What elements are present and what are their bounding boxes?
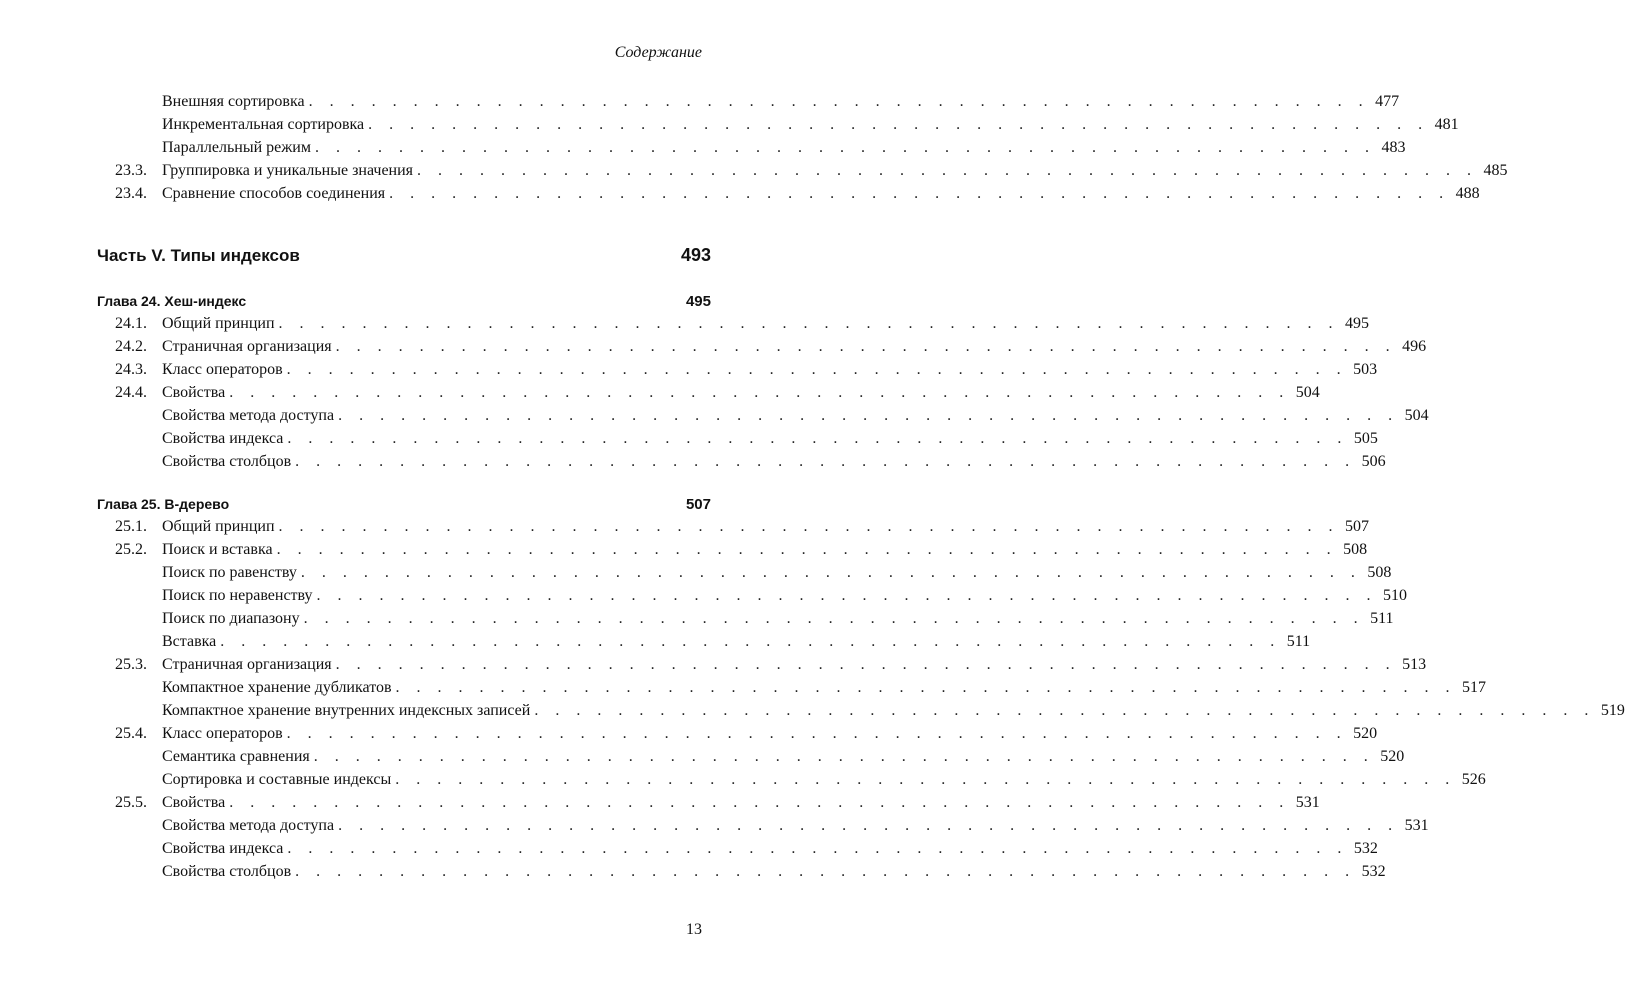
toc-entry[interactable] <box>97 539 1368 561</box>
dot-leader: . . . . . . . . . . . . . . . . . . . . . . . . . . . . . . . . . . . . . . . . . . . . . . . . . . . <box>395 679 1457 696</box>
entry-number: 25.1. <box>115 518 147 535</box>
entry-page: 508 <box>1367 564 1392 581</box>
toc-entry[interactable] <box>97 654 1427 676</box>
entry-title: Свойства индекса <box>162 428 287 450</box>
entry-number: 25.5. <box>115 794 147 811</box>
entry-page: 517 <box>1462 679 1487 696</box>
toc-entry[interactable] <box>97 585 1408 607</box>
part-heading[interactable] <box>97 245 711 271</box>
chapter-title: Глава 25. B-дерево <box>97 496 230 512</box>
dot-leader: . . . . . . . . . . . . . . . . . . . . . . . . . . . . . . . . . . . . . . . . . . . . . . . . . . . <box>368 116 1429 133</box>
entry-number: 24.4. <box>115 384 147 401</box>
dot-leader: . . . . . . . . . . . . . . . . . . . . . . . . . . . . . . . . . . . . . . . . . . . . . . . . . . . <box>338 407 1399 424</box>
toc-entry[interactable] <box>97 428 1378 450</box>
dot-leader: . . . . . . . . . . . . . . . . . . . . . . . . . . . . . . . . . . . . . . . . . . . . . . . . . . . <box>276 541 1338 558</box>
toc-entry[interactable] <box>97 336 1427 358</box>
entry-title: Поиск по диапазону <box>162 608 304 630</box>
toc-entry[interactable] <box>97 405 1429 427</box>
toc-entry[interactable] <box>97 313 1370 335</box>
entry-page: 508 <box>1343 541 1368 558</box>
entry-title: Компактное хранение внутренних индексных записей <box>162 700 534 722</box>
entry-title: Свойства метода доступа <box>162 815 338 837</box>
dot-leader: . . . . . . . . . . . . . . . . . . . . . . . . . . . . . . . . . . . . . . . . . . . . . . . . . . . <box>278 518 1340 535</box>
entry-title: Свойства столбцов <box>162 451 295 473</box>
toc-entry[interactable] <box>97 677 1487 699</box>
entry-title: Группировка и уникальные значения <box>162 160 417 182</box>
entry-page: 496 <box>1402 338 1427 355</box>
entry-number: 24.1. <box>115 315 147 332</box>
entry-number: 23.4. <box>115 185 147 202</box>
entry-page: 520 <box>1380 748 1405 765</box>
entry-page: 488 <box>1455 185 1480 202</box>
toc-entry[interactable] <box>97 516 1370 538</box>
entry-page: 520 <box>1353 725 1378 742</box>
dot-leader: . . . . . . . . . . . . . . . . . . . . . . . . . . . . . . . . . . . . . . . . . . . . . . . . . . . <box>287 840 1348 857</box>
entry-title: Страничная организация <box>162 654 336 676</box>
dot-leader: . . . . . . . . . . . . . . . . . . . . . . . . . . . . . . . . . . . . . . . . . . . . . . . . . . . <box>389 185 1450 202</box>
entry-title: Сортировка и составные индексы <box>162 769 395 791</box>
dot-leader: . . . . . . . . . . . . . . . . . . . . . . . . . . . . . . . . . . . . . . . . . . . . . . . . . . . <box>300 564 1362 581</box>
entry-page: 532 <box>1361 863 1386 880</box>
toc-entry[interactable] <box>97 815 1429 837</box>
toc-entry[interactable] <box>97 792 1320 814</box>
entry-title: Класс операторов <box>162 359 287 381</box>
dot-leader: . . . . . . . . . . . . . . . . . . . . . . . . . . . . . . . . . . . . . . . . . . . . . . . . . . . <box>395 771 1456 788</box>
entry-page: 519 <box>1600 702 1625 719</box>
dot-leader: . . . . . . . . . . . . . . . . . . . . . . . . . . . . . . . . . . . . . . . . . . . . . . . . . . . <box>287 430 1348 447</box>
dot-leader: . . . . . . . . . . . . . . . . . . . . . . . . . . . . . . . . . . . . . . . . . . . . . . . . . . . <box>303 610 1365 627</box>
toc-entry[interactable] <box>97 183 1480 205</box>
entry-title: Инкрементальная сортировка <box>162 114 368 136</box>
dot-leader: . . . . . . . . . . . . . . . . . . . . . . . . . . . . . . . . . . . . . . . . . . . . . . . . . . . <box>335 656 1397 673</box>
entry-page: 477 <box>1375 93 1400 110</box>
entry-title: Класс операторов <box>162 723 287 745</box>
entry-title: Страничная организация <box>162 336 336 358</box>
toc-entry[interactable] <box>97 746 1405 768</box>
toc-entry[interactable] <box>97 838 1378 860</box>
entry-title: Семантика сравнения <box>162 746 314 768</box>
chapter-page: 495 <box>685 293 711 310</box>
toc-entry[interactable] <box>97 861 1386 883</box>
running-head: Содержание <box>614 44 702 61</box>
entry-title: Поиск и вставка <box>162 539 277 561</box>
toc-entry[interactable] <box>97 723 1378 745</box>
entry-page: 507 <box>1345 518 1370 535</box>
chapter-title: Глава 24. Хеш-индекс <box>97 293 247 309</box>
dot-leader: . . . . . . . . . . . . . . . . . . . . . . . . . . . . . . . . . . . . . . . . . . . . . . . . . . . <box>335 338 1397 355</box>
dot-leader: . . . . . . . . . . . . . . . . . . . . . . . . . . . . . . . . . . . . . . . . . . . . . . . . . . . <box>534 702 1595 719</box>
entry-title: Сравнение способов соединения <box>162 183 389 205</box>
entry-page: 526 <box>1461 771 1486 788</box>
entry-number: 23.3. <box>115 162 147 179</box>
entry-title: Вставка <box>162 631 220 653</box>
dot-leader: . . . . . . . . . . . . . . . . . . . . . . . . . . . . . . . . . . . . . . . . . . . . . . . . . . . <box>314 139 1376 156</box>
toc-entry[interactable] <box>97 359 1378 381</box>
entry-page: 531 <box>1295 794 1320 811</box>
dot-leader: . . . . . . . . . . . . . . . . . . . . . . . . . . . . . . . . . . . . . . . . . . . . . . . . . . . <box>286 361 1348 378</box>
dot-leader: . . . . . . . . . . . . . . . . . . . . . . . . . . . . . . . . . . . . . . . . . . . . . . . . . . . <box>308 93 1370 110</box>
dot-leader: . . . . . . . . . . . . . . . . . . . . . . . . . . . . . . . . . . . . . . . . . . . . . . . . . . . <box>295 453 1356 470</box>
entry-title: Общий принцип <box>162 516 279 538</box>
toc-entry[interactable] <box>97 608 1394 630</box>
entry-title: Свойства индекса <box>162 838 287 860</box>
entry-page: 513 <box>1402 656 1427 673</box>
entry-page: 504 <box>1404 407 1429 424</box>
part-page: 493 <box>680 245 711 265</box>
entry-page: 481 <box>1434 116 1459 133</box>
entry-page: 495 <box>1345 315 1370 332</box>
entry-title: Параллельный режим <box>162 137 315 159</box>
entry-page: 504 <box>1295 384 1320 401</box>
dot-leader: . . . . . . . . . . . . . . . . . . . . . . . . . . . . . . . . . . . . . . . . . . . . . . . . . . . <box>295 863 1356 880</box>
page-number: 13 <box>686 921 702 938</box>
entry-title: Свойства <box>162 382 229 404</box>
entry-page: 531 <box>1404 817 1429 834</box>
toc-entry[interactable] <box>97 562 1392 584</box>
chapter-page: 507 <box>685 496 711 513</box>
entry-number: 24.3. <box>115 361 147 378</box>
entry-page: 503 <box>1353 361 1378 378</box>
entry-title: Общий принцип <box>162 313 279 335</box>
chapter-heading[interactable] <box>97 493 711 515</box>
part-title: Часть V. Типы индексов <box>97 246 300 265</box>
entry-page: 505 <box>1353 430 1378 447</box>
entry-title: Свойства метода доступа <box>162 405 338 427</box>
dot-leader: . . . . . . . . . . . . . . . . . . . . . . . . . . . . . . . . . . . . . . . . . . . . . . . . . . . <box>316 587 1378 604</box>
toc-entry[interactable] <box>97 700 1625 722</box>
dot-leader: . . . . . . . . . . . . . . . . . . . . . . . . . . . . . . . . . . . . . . . . . . . . . . . . . . . <box>286 725 1348 742</box>
toc-entry[interactable] <box>97 160 1508 182</box>
entry-title: Внешняя сортировка <box>162 91 309 113</box>
entry-title: Свойства столбцов <box>162 861 295 883</box>
table-of-contents <box>97 0 1625 1000</box>
entry-number: 25.3. <box>115 656 147 673</box>
toc-entry[interactable] <box>97 631 1311 653</box>
entry-page: 511 <box>1286 633 1311 650</box>
entry-number: 24.2. <box>115 338 147 355</box>
dot-leader: . . . . . . . . . . . . . . . . . . . . . . . . . . . . . . . . . . . . . . . . . . . . . . . . . . . <box>313 748 1375 765</box>
toc-entry[interactable] <box>97 769 1486 791</box>
entry-number: 25.2. <box>115 541 147 558</box>
entry-title: Поиск по неравенству <box>162 585 317 607</box>
toc-entry[interactable] <box>97 114 1459 136</box>
entry-title: Свойства <box>162 792 229 814</box>
toc-entry[interactable] <box>97 91 1400 113</box>
entry-title: Компактное хранение дубликатов <box>162 677 396 699</box>
dot-leader: . . . . . . . . . . . . . . . . . . . . . . . . . . . . . . . . . . . . . . . . . . . . . . . . . . . <box>417 162 1478 179</box>
toc-entry[interactable] <box>97 451 1386 473</box>
dot-leader: . . . . . . . . . . . . . . . . . . . . . . . . . . . . . . . . . . . . . . . . . . . . . . . . . . . <box>229 384 1290 401</box>
toc-entry[interactable] <box>97 382 1320 404</box>
dot-leader: . . . . . . . . . . . . . . . . . . . . . . . . . . . . . . . . . . . . . . . . . . . . . . . . . . . <box>229 794 1290 811</box>
entry-page: 506 <box>1361 453 1386 470</box>
dot-leader: . . . . . . . . . . . . . . . . . . . . . . . . . . . . . . . . . . . . . . . . . . . . . . . . . . . <box>338 817 1399 834</box>
entry-page: 532 <box>1353 840 1378 857</box>
entry-number: 25.4. <box>115 725 147 742</box>
entry-page: 511 <box>1370 610 1394 627</box>
entry-page: 485 <box>1483 162 1508 179</box>
chapter-heading[interactable] <box>97 290 711 312</box>
toc-entry[interactable] <box>97 137 1406 159</box>
dot-leader: . . . . . . . . . . . . . . . . . . . . . . . . . . . . . . . . . . . . . . . . . . . . . . . . . . . <box>220 633 1281 650</box>
entry-page: 510 <box>1383 587 1408 604</box>
entry-title: Поиск по равенству <box>162 562 301 584</box>
entry-page: 483 <box>1381 139 1406 156</box>
dot-leader: . . . . . . . . . . . . . . . . . . . . . . . . . . . . . . . . . . . . . . . . . . . . . . . . . . . <box>278 315 1340 332</box>
